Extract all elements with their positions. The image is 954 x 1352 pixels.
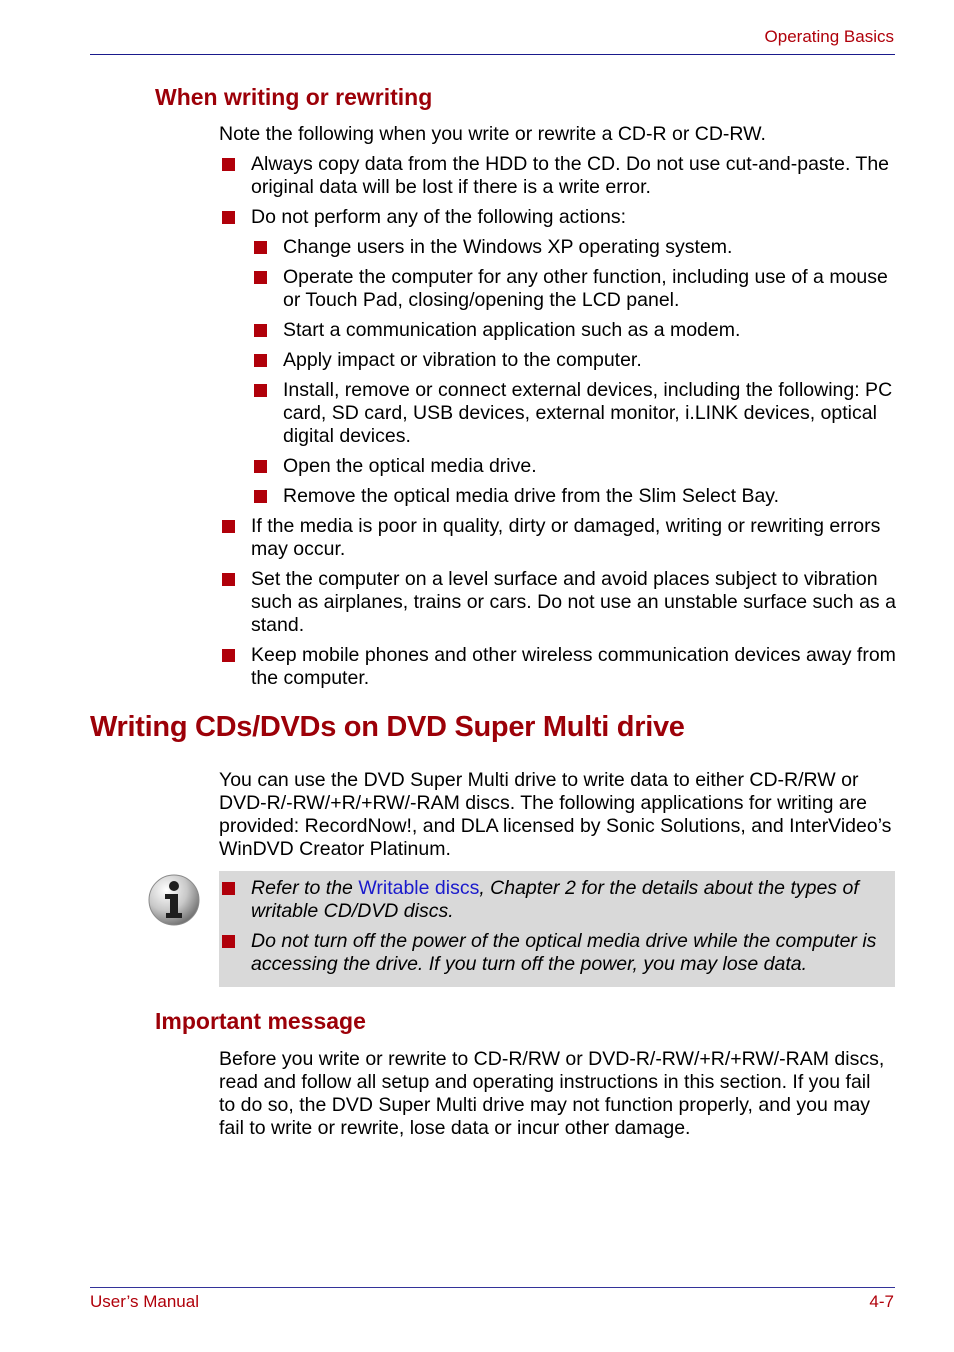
bullet-square-icon	[254, 354, 267, 367]
bullet-square-icon	[222, 158, 235, 171]
list-item: Operate the computer for any other function, including use of a mouse or Touch Pad, closing/opening the LCD panel.	[251, 266, 899, 312]
footer-manual-title: User’s Manual	[90, 1292, 199, 1311]
bullet-square-icon	[222, 882, 235, 895]
bullet-square-icon	[254, 271, 267, 284]
bullet-square-icon	[254, 460, 267, 473]
bullet-square-icon	[254, 384, 267, 397]
bullet-list-main	[219, 153, 899, 697]
section-heading-important: Important message	[155, 1008, 366, 1034]
running-header: Operating Basics	[764, 27, 894, 46]
section-intro: Note the following when you write or rewrite a CD-R or CD-RW.	[219, 123, 766, 145]
section-body-important: Before you write or rewrite to CD-R/RW or DVD-R/-RW/+R/+RW/-RAM discs, read and follow all setup and operating instructions in this section. If you fail to do so, the DVD Super Multi drive may not function properly, and you may fail to write or rewrite, lose data or incur other damage.	[219, 1048, 885, 1139]
list-item: Start a communication application such as a modem.	[251, 319, 899, 342]
info-icon	[147, 873, 201, 927]
list-item: Keep mobile phones and other wireless communication devices away from the computer.	[219, 644, 899, 690]
bullet-square-icon	[254, 324, 267, 337]
list-item: Always copy data from the HDD to the CD. Do not use cut-and-paste. The original data will be lost if there is a write error.	[219, 153, 899, 199]
list-item: Do not perform any of the following actions: Change users in the Windows XP operating system. Operate the computer for any other function, including use of a mouse or Touch Pad, closing/opening the LCD panel. Start a communication application such as a modem. Apply impact or vibration to the computer. Install, remove or connect external devices, including the following: PC card, SD card, USB devices, external monitor, i.LINK devices, optical digital devices. Open the optical media drive. Remove the optical media drive from the Slim Select Bay.	[219, 206, 899, 508]
list-item: Set the computer on a level surface and avoid places subject to vibration such as airplanes, trains or cars. Do not use an unstable surface such as a stand.	[219, 568, 899, 637]
bullet-square-icon	[254, 490, 267, 503]
list-item: Change users in the Windows XP operating system.	[251, 236, 899, 259]
list-item: Open the optical media drive.	[251, 455, 899, 478]
bullet-square-icon	[222, 520, 235, 533]
note-item: Do not turn off the power of the optical media drive while the computer is accessing the drive. If you turn off the power, you may lose data.	[219, 930, 891, 976]
bullet-square-icon	[222, 211, 235, 224]
list-item: Apply impact or vibration to the computer.	[251, 349, 899, 372]
footer-rule	[90, 1287, 895, 1288]
bullet-square-icon	[222, 573, 235, 586]
bullet-square-icon	[222, 649, 235, 662]
section-heading-dvd-super-multi: Writing CDs/DVDs on DVD Super Multi drive	[90, 711, 685, 743]
writable-discs-link[interactable]: Writable discs	[358, 877, 480, 899]
note-list	[219, 877, 891, 983]
bullet-square-icon	[222, 935, 235, 948]
list-item: If the media is poor in quality, dirty or damaged, writing or rewriting errors may occur.	[219, 515, 899, 561]
bullet-list-nested	[251, 236, 899, 508]
page-number: 4-7	[869, 1292, 894, 1311]
section-heading-writing: When writing or rewriting	[155, 84, 433, 110]
header-rule	[90, 54, 895, 55]
note-box	[219, 871, 895, 987]
list-item: Install, remove or connect external devices, including the following: PC card, SD card, USB devices, external monitor, i.LINK devices, optical digital devices.	[251, 379, 899, 448]
list-item: Remove the optical media drive from the Slim Select Bay.	[251, 485, 899, 508]
bullet-square-icon	[254, 241, 267, 254]
section-body-dvd: You can use the DVD Super Multi drive to write data to either CD-R/RW or DVD-R/-RW/+R/+RW/-RAM discs. The following applications for writing are provided: RecordNow!, and DLA licensed by Sonic Solutions, and InterVideo’s WinDVD Creator Platinum.	[219, 769, 892, 860]
note-item: Refer to the Writable discs, Chapter 2 for the details about the types of writable CD/DVD discs.	[219, 877, 891, 923]
